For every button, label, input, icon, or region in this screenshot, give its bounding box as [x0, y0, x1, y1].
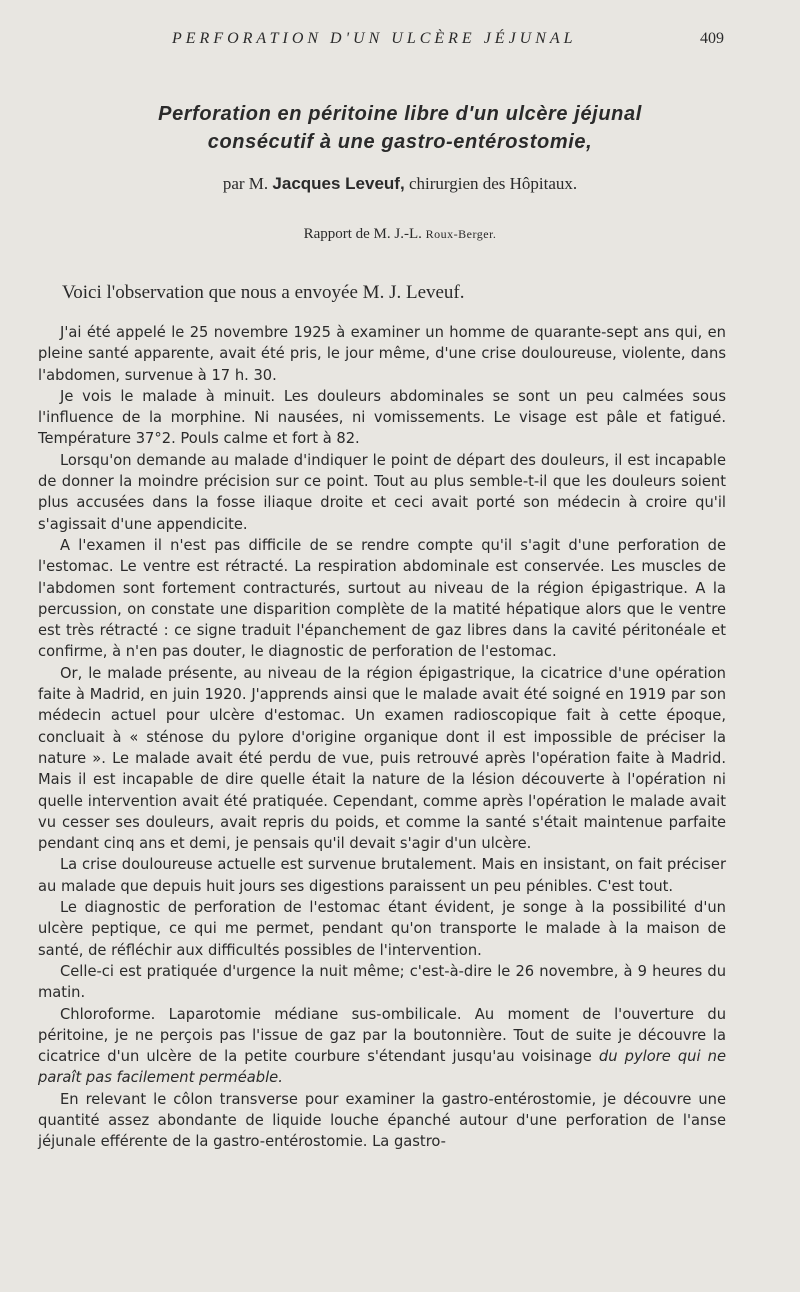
byline-suffix: chirurgien des Hôpitaux.	[408, 174, 578, 193]
article-title	[0, 100, 800, 156]
running-header	[0, 30, 800, 54]
paragraph: Celle-ci est pratiquée d'urgence la nuit même; c'est-à-dire le 26 novembre, à 9 heures du matin.	[38, 962, 726, 1002]
intro-sentence: Voici l'observation que nous a envoyée M. J. Leveuf.	[62, 282, 465, 303]
report-line	[0, 226, 800, 243]
report-author: Roux-Berger.	[425, 227, 497, 241]
paragraph: Je vois le malade à minuit. Les douleurs abdominales se sont un peu calmées sous l'influence de la morphine. Ni nausées, ni vomissements. Le visage est pâle et fatigué. Température 37°2. Pouls calme et fort à 82.	[38, 387, 726, 448]
paragraph: Or, le malade présente, au niveau de la région épigastrique, la cicatrice d'une opération faite à Madrid, en juin 1920. J'apprends ainsi que le malade avait été soigné en 1919 par son médecin actuel pour ulcère d'estomac. Un examen radioscopique fait à cette époque, concluait à « sténose du pylore d'origine organique dont il est impossible de préciser la nature ». Le malade avait été perdu de vue, puis retrouvé après l'opération faite à Madrid. Mais il est incapable de dire quelle était la nature de la lésion découverte à l'opération ni quelle intervention avait été pratiquée. Cependant, comme après l'opération le malade avait vu cesser ses douleurs, avait repris du poids, et comme la santé s'était maintenue parfaite pendant cinq ans et demi, je pensais qu'il devait s'agir d'un ulcère.	[38, 664, 726, 853]
byline	[0, 174, 800, 194]
paragraph-text: Chloroforme. Laparotomie médiane sus-ombilicale. Au moment de l'ouverture du péritoine, je ne perçois pas l'issue de gaz par la boutonnière. Tout de suite je découvre la cicatrice d'un ulcère de la petite courbure s'étendant jusqu'au voisinage	[38, 1005, 726, 1066]
byline-prefix: par M.	[222, 174, 269, 193]
italic-phrase: du pylore qui ne paraît pas facilement perméable.	[38, 1048, 726, 1087]
report-prefix: Rapport de M. J.-L.	[303, 226, 422, 242]
paragraph	[38, 1004, 726, 1089]
running-title: PERFORATION D'UN ULCÈRE JÉJUNAL	[172, 30, 577, 47]
author-name: Jacques Leveuf,	[272, 174, 405, 193]
paragraph: A l'examen il n'est pas difficile de se rendre compte qu'il s'agit d'une perforation de l'estomac. Le ventre est rétracté. La respiration abdominale est conservée. Les muscles de l'abdomen sont fortement contracturés, surtout au niveau de la région épigastrique. A la percussion, on constate une disparition complète de la matité hépatique alors que le ventre est très rétracté : ce signe traduit l'épanchement de gaz libres dans la cavité péritonéale et confirme, à n'en pas douter, le diagnostic de perforation de l'estomac.	[38, 536, 726, 661]
paragraph: La crise douloureuse actuelle est survenue brutalement. Mais en insistant, on fait préciser au malade que depuis huit jours ses digestions paraissent un peu pénibles. C'est tout.	[38, 856, 726, 895]
paragraph: Le diagnostic de perforation de l'estomac étant évident, je songe à la possibilité d'un ulcère peptique, ce qui me permet, pendant qu'on transporte le malade à la maison de santé, de réfléchir aux difficultés possibles de l'intervention.	[38, 899, 726, 959]
paragraph: J'ai été appelé le 25 novembre 1925 à examiner un homme de quarante-sept ans qui, en pleine santé apparente, avait été pris, le jour même, d'une crise douloureuse, violente, dans l'abdomen, survenue à 17 h. 30.	[38, 324, 726, 384]
paragraph: En relevant le côlon transverse pour examiner la gastro-entérostomie, je découvre une quantité assez abondante de liquide louche épanché autour d'une perforation de l'anse jéjunale efférente de la gastro-entérostomie. La gastro-	[38, 1090, 726, 1151]
paragraph: Lorsqu'on demande au malade d'indiquer le point de départ des douleurs, il est incapable de donner la moindre précision sur ce point. Tout au plus semble-t-il que les douleurs soient plus accusées dans la fosse iliaque droite et ceci avait porté son médecin à croire qu'il s'agissait d'une appendicite.	[38, 451, 726, 533]
body-text	[38, 322, 726, 1153]
title-line-2: consécutif à une gastro-entérostomie,	[207, 131, 593, 153]
title-line-1: Perforation en péritoine libre d'un ulcère jéjunal	[158, 103, 642, 125]
page-number: 409	[700, 30, 724, 47]
